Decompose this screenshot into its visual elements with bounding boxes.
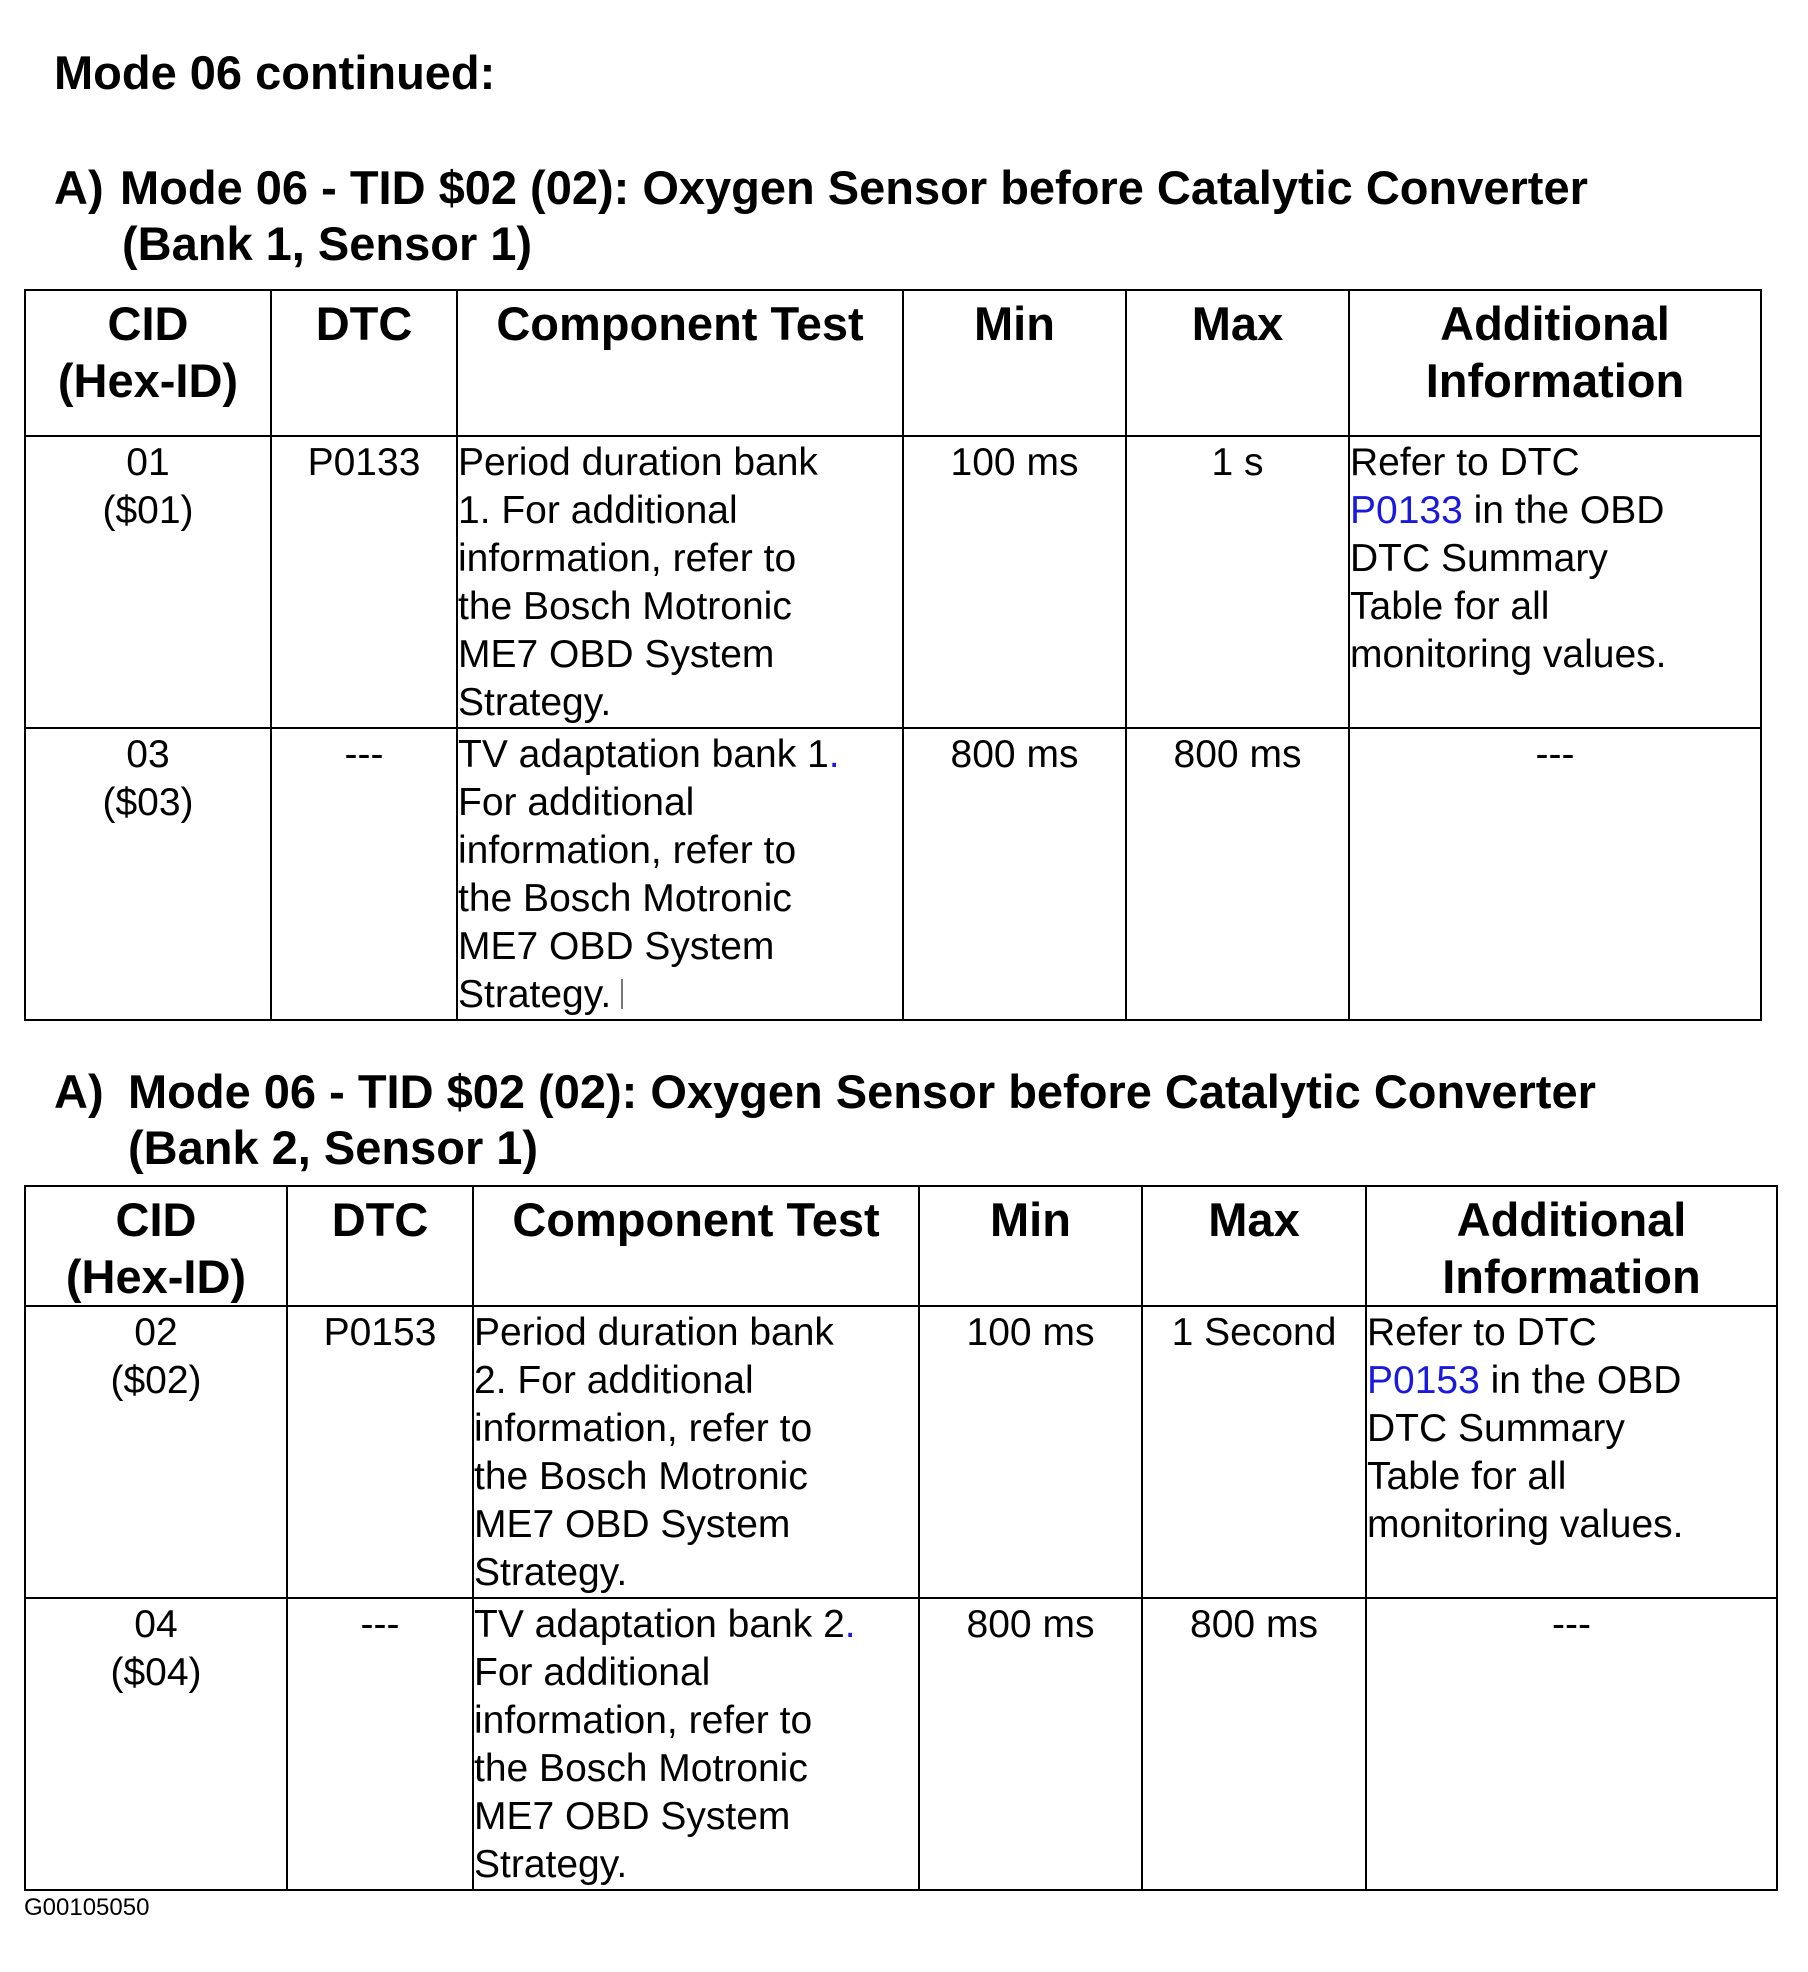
cell-min: 800 ms <box>903 728 1126 1020</box>
col-header-dtc: DTC <box>287 1186 473 1306</box>
cell-additional-info: --- <box>1349 728 1761 1020</box>
cell-max: 1 s <box>1126 436 1349 728</box>
mode06-table-bank1 <box>24 289 1762 1021</box>
mode06-table-bank2 <box>24 1185 1778 1891</box>
cell-max: 1 Second <box>1142 1306 1366 1598</box>
col-header-dtc: DTC <box>271 290 457 436</box>
section-title-line1: Mode 06 - TID $02 (02): Oxygen Sensor before Catalytic Converter <box>120 161 1588 214</box>
col-header-max: Max <box>1126 290 1349 436</box>
cell-additional-info: Refer to DTC P0153 in the OBD DTC Summary Table for all monitoring values. <box>1366 1306 1777 1598</box>
section-title-line2: (Bank 1, Sensor 1) <box>122 217 533 270</box>
table-row <box>25 728 1761 1020</box>
cell-min: 100 ms <box>903 436 1126 728</box>
table-row <box>25 1598 1777 1890</box>
cell-component-test: Period duration bank 2. For additional information, refer to the Bosch Motronic ME7 OBD System Strategy. <box>473 1306 919 1598</box>
col-header-cid: CID (Hex-ID) <box>25 290 271 436</box>
section-prefix: A) <box>54 1065 104 1118</box>
table-header-row <box>25 1186 1777 1306</box>
section-title-line2: (Bank 2, Sensor 1) <box>128 1121 539 1174</box>
col-header-min: Min <box>919 1186 1142 1306</box>
table-header-row <box>25 290 1761 436</box>
table-row <box>25 1306 1777 1598</box>
cell-additional-info: Refer to DTC P0133 in the OBD DTC Summary Table for all monitoring values. <box>1349 436 1761 728</box>
col-header-max: Max <box>1142 1186 1366 1306</box>
text-cursor-mark <box>621 979 623 1009</box>
cell-max: 800 ms <box>1126 728 1349 1020</box>
figure-id: G00105050 <box>24 1894 150 1921</box>
col-header-additional-info: Additional Information <box>1349 290 1761 436</box>
cell-max: 800 ms <box>1142 1598 1366 1890</box>
cell-dtc: --- <box>271 728 457 1020</box>
cell-cid: 02 ($02) <box>25 1306 287 1598</box>
col-header-component-test: Component Test <box>457 290 903 436</box>
col-header-min: Min <box>903 290 1126 436</box>
cell-dtc: P0133 <box>271 436 457 728</box>
cell-additional-info: --- <box>1366 1598 1777 1890</box>
cell-component-test: TV adaptation bank 1. For additional information, refer to the Bosch Motronic ME7 OBD System Strategy. <box>457 728 903 1020</box>
page-title: Mode 06 continued: <box>54 46 496 99</box>
cell-cid: 04 ($04) <box>25 1598 287 1890</box>
cell-component-test: TV adaptation bank 2. For additional information, refer to the Bosch Motronic ME7 OBD System Strategy. <box>473 1598 919 1890</box>
table-row <box>25 436 1761 728</box>
dtc-link-p0133[interactable]: P0133 <box>1350 489 1463 532</box>
cell-component-test: Period duration bank 1. For additional information, refer to the Bosch Motronic ME7 OBD System Strategy. <box>457 436 903 728</box>
cell-min: 800 ms <box>919 1598 1142 1890</box>
col-header-cid: CID (Hex-ID) <box>25 1186 287 1306</box>
cell-dtc: P0153 <box>287 1306 473 1598</box>
cell-min: 100 ms <box>919 1306 1142 1598</box>
section-title-line1: Mode 06 - TID $02 (02): Oxygen Sensor before Catalytic Converter <box>128 1065 1596 1118</box>
section-prefix: A) <box>54 161 104 214</box>
col-header-component-test: Component Test <box>473 1186 919 1306</box>
cell-dtc: --- <box>287 1598 473 1890</box>
dtc-link-p0153[interactable]: P0153 <box>1367 1359 1480 1402</box>
cell-cid: 01 ($01) <box>25 436 271 728</box>
col-header-additional-info: Additional Information <box>1366 1186 1777 1306</box>
cell-cid: 03 ($03) <box>25 728 271 1020</box>
